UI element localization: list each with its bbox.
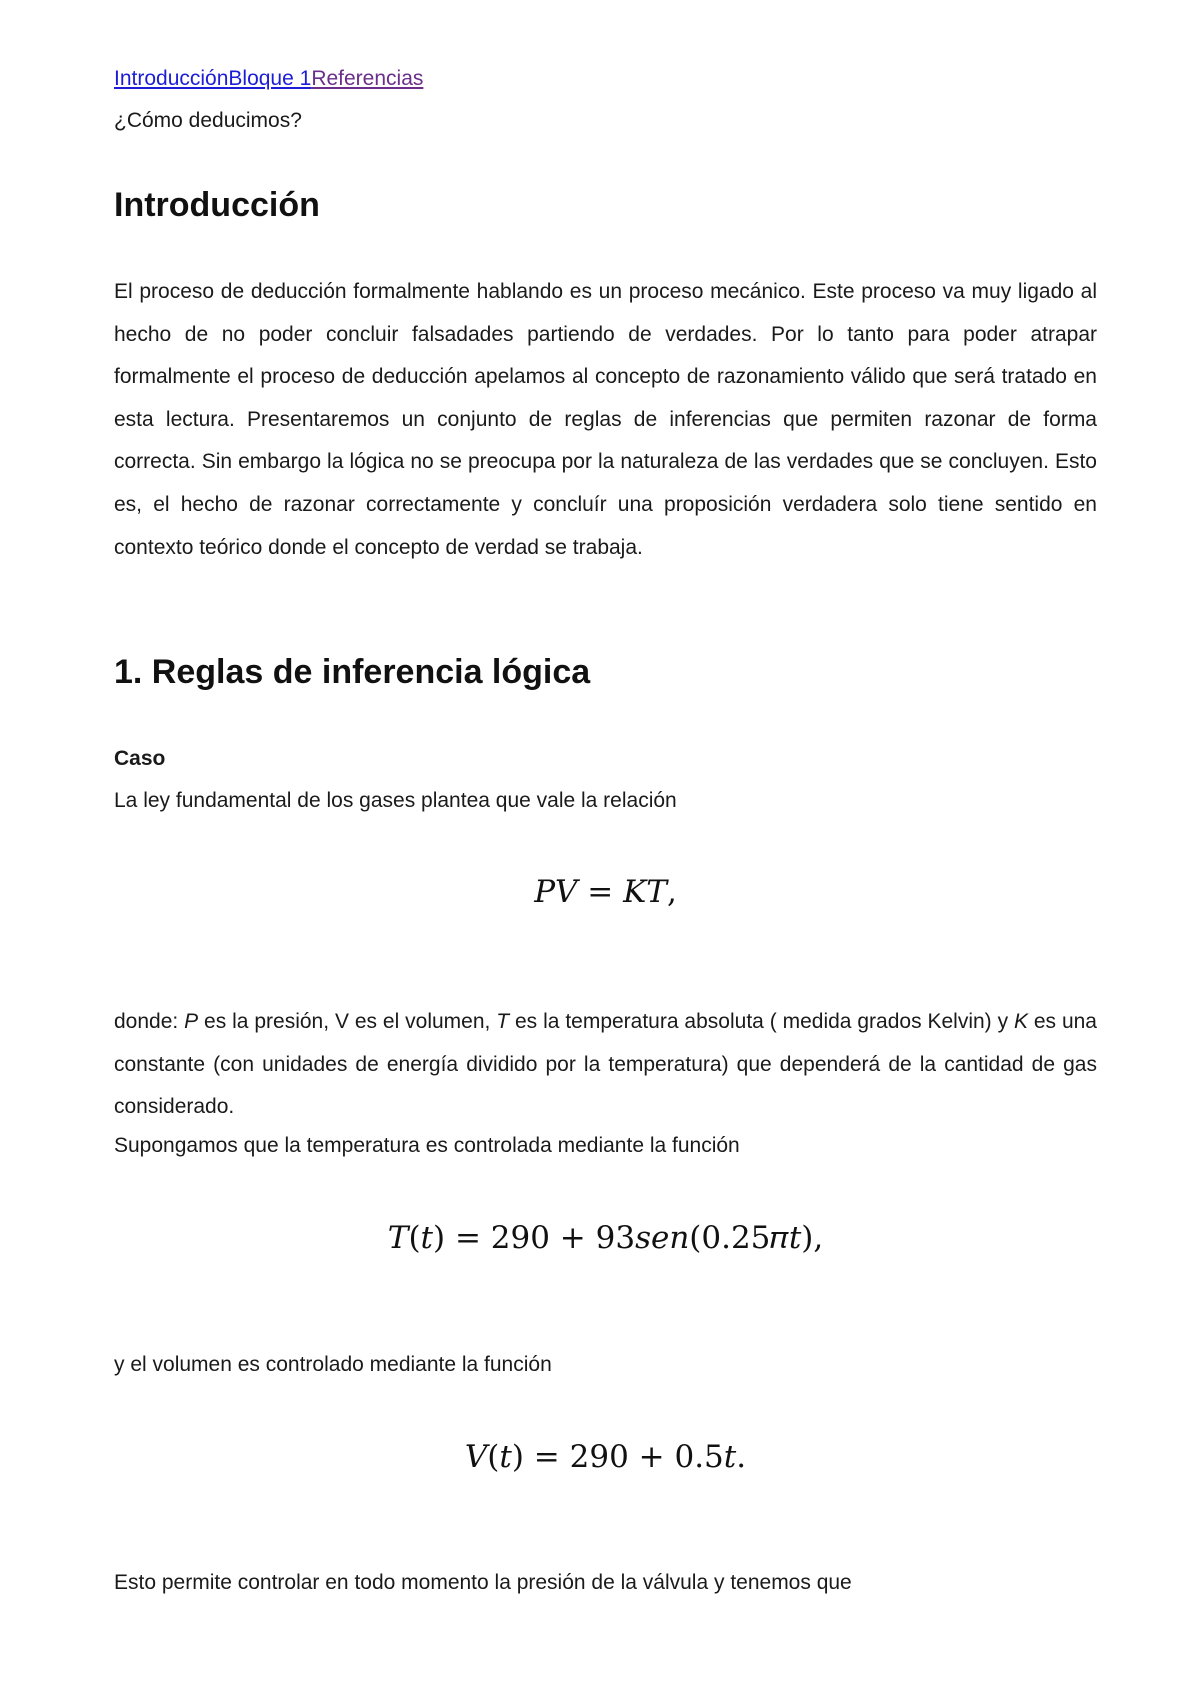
donde-text-1: donde:	[114, 1010, 185, 1033]
case-label: Caso	[114, 747, 166, 770]
nav-link-referencias[interactable]: Referencias	[311, 67, 424, 90]
var-k: K	[1013, 1010, 1028, 1033]
donde-text-3: es la temperatura absoluta ( medida grados Kelvin) y	[509, 1010, 1014, 1033]
section-1-heading: 1. Reglas de inferencia lógica	[114, 653, 591, 691]
equation-gas-law: 𝑃𝑉 = 𝐾𝑇,	[534, 874, 677, 910]
donde-text-4: es una constante (con unidades de energía dividido por la temperatura) que dependerá de la cantidad de gas considerado.	[114, 1010, 1097, 1119]
temperature-text: Supongamos que la temperatura es controlada mediante la función	[114, 1134, 740, 1157]
nav-link-bloque-1[interactable]: Bloque 1	[228, 67, 312, 90]
intro-heading: Introducción	[114, 186, 320, 224]
nav-link-introduccion[interactable]: Introducción	[114, 67, 229, 90]
volume-text: y el volumen es controlado mediante la función	[114, 1353, 552, 1376]
var-p: P	[184, 1010, 199, 1033]
equation-temperature: 𝑇(𝑡) = 290 + 93𝑠𝑒𝑛(0.25𝜋𝑡),	[387, 1220, 824, 1256]
top-nav	[114, 64, 423, 94]
intro-paragraph: El proceso de deducción formalmente hablando es un proceso mecánico. Este proceso va muy ligado al hecho de no poder concluir falsadades partiendo de verdades. Por lo tanto para poder atrapar formalmente el proceso de deducción apelamos al concepto de razonamiento válido que será tratado en esta lectura. Presentaremos un conjunto de reglas de inferencias que permiten razonar de forma correcta. Sin embargo la lógica no se preocupa por la naturaleza de las verdades que se concluyen. Esto es, el hecho de razonar correctamente y concluír una proposición verdadera solo tiene sentido en contexto teórico donde el concepto de verdad se trabaja.	[114, 280, 1097, 559]
donde-text-2: es la presión, V es el volumen,	[198, 1010, 497, 1033]
gas-law-text: La ley fundamental de los gases plantea que vale la relación	[114, 789, 677, 812]
var-t: T	[496, 1010, 510, 1033]
variables-paragraph	[114, 1001, 1097, 1129]
equation-volume: 𝑉(𝑡) = 290 + 0.5𝑡.	[464, 1439, 747, 1475]
pressure-control-text: Esto permite controlar en todo momento la presión de la válvula y tenemos que	[114, 1571, 852, 1594]
page-subtitle: ¿Cómo deducimos?	[114, 109, 302, 132]
